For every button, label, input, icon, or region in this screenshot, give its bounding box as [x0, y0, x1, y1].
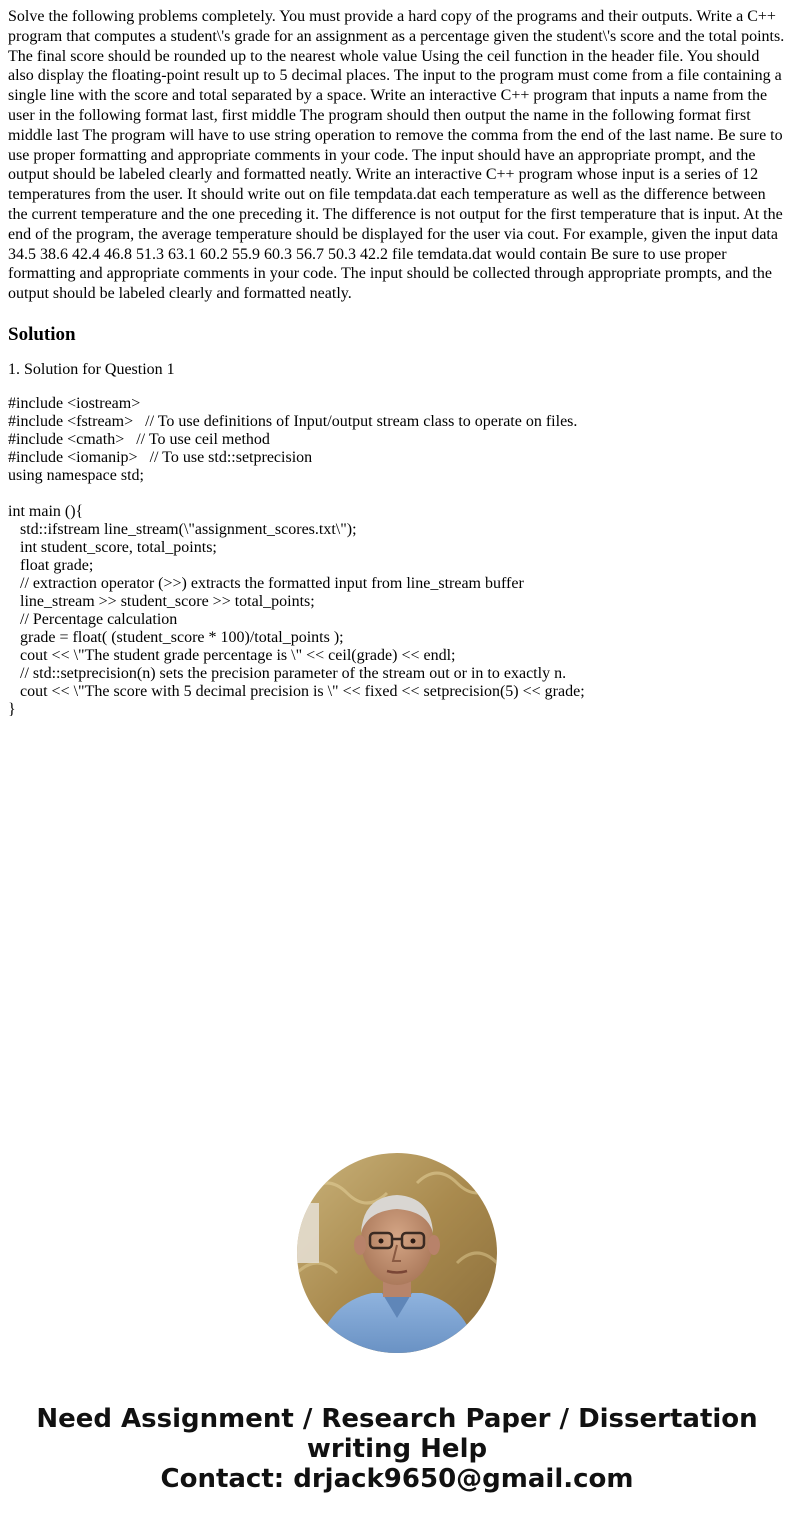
- code-line: grade = float( (student_score * 100)/total_points );: [8, 628, 344, 646]
- code-block: [8, 395, 786, 719]
- person-portrait-icon: [297, 1153, 497, 1353]
- code-line: #include <iomanip> // To use std::setprecision: [8, 448, 313, 466]
- code-line: #include <iostream>: [8, 394, 141, 412]
- code-line: #include <fstream> // To use definitions of Input/output stream class to operate on files.: [8, 412, 578, 430]
- code-line: // std::setprecision(n) sets the precision parameter of the stream out or in to exactly n.: [8, 664, 567, 682]
- problem-statement: Solve the following problems completely. You must provide a hard copy of the programs and their outputs. Write a C++ program that computes a student\'s grade for an assignment as a percentage given the student\'s score and the total points. The final score should be rounded up to the nearest whole value Using the ceil function in the header file. You should also display the floating-point result up to 5 decimal places. The input to the program must come from a file containing a single line with the score and total separated by a space. Write an interactive C++ program that inputs a name from the user in the following format last, first middle The program should then output the name in the following format first middle last The program will have to use string operation to remove the comma from the end of the last name. Be sure to use proper formatting and appropriate comments in your code. The input should have an appropriate prompt, and the output should be labeled clearly and formatted neatly. Write an interactive C++ program whose input is a series of 12 temperatures from the user. It should write out on file tempdata.dat each temperature as well as the difference between the current temperature and the one preceding it. The difference is not output for the first temperature that is input. At the end of the program, the average temperature should be displayed for the user via cout. For example, given the input data 34.5 38.6 42.4 46.8 51.3 63.1 60.2 55.9 60.3 56.7 50.3 42.2 file temdata.dat would contain Be sure to use proper formatting and appropriate comments in your code. The input should be collected through appropriate prompts, and the output should be labeled clearly and formatted neatly.: [8, 8, 785, 303]
- contact-email: Contact: drjack9650@gmail.com: [160, 1464, 634, 1494]
- code-line: int student_score, total_points;: [8, 538, 217, 556]
- code-line: // extraction operator (>>) extracts the formatted input from line_stream buffer: [8, 574, 524, 592]
- code-line: std::ifstream line_stream(\"assignment_scores.txt\");: [8, 520, 357, 538]
- code-line: line_stream >> student_score >> total_points;: [8, 592, 315, 610]
- code-line: // Percentage calculation: [8, 610, 178, 628]
- banner-line: writing Help: [306, 1434, 488, 1464]
- contact-banner: [0, 1404, 794, 1494]
- code-line: cout << \"The student grade percentage is \" << ceil(grade) << endl;: [8, 646, 456, 664]
- solution-heading: Solution: [8, 323, 76, 345]
- code-line: int main (){: [8, 502, 84, 520]
- code-line: cout << \"The score with 5 decimal precision is \" << fixed << setprecision(5) << grade;: [8, 682, 585, 700]
- code-line: float grade;: [8, 556, 94, 574]
- code-spacer: [8, 485, 786, 503]
- code-line: }: [8, 700, 16, 718]
- code-line: using namespace std;: [8, 466, 144, 484]
- avatar: [297, 1153, 497, 1353]
- document-content: [8, 7, 786, 719]
- banner-line: Need Assignment / Research Paper / Dissertation: [36, 1404, 758, 1434]
- code-line: #include <cmath> // To use ceil method: [8, 430, 270, 448]
- solution-subheading: 1. Solution for Question 1: [8, 360, 175, 378]
